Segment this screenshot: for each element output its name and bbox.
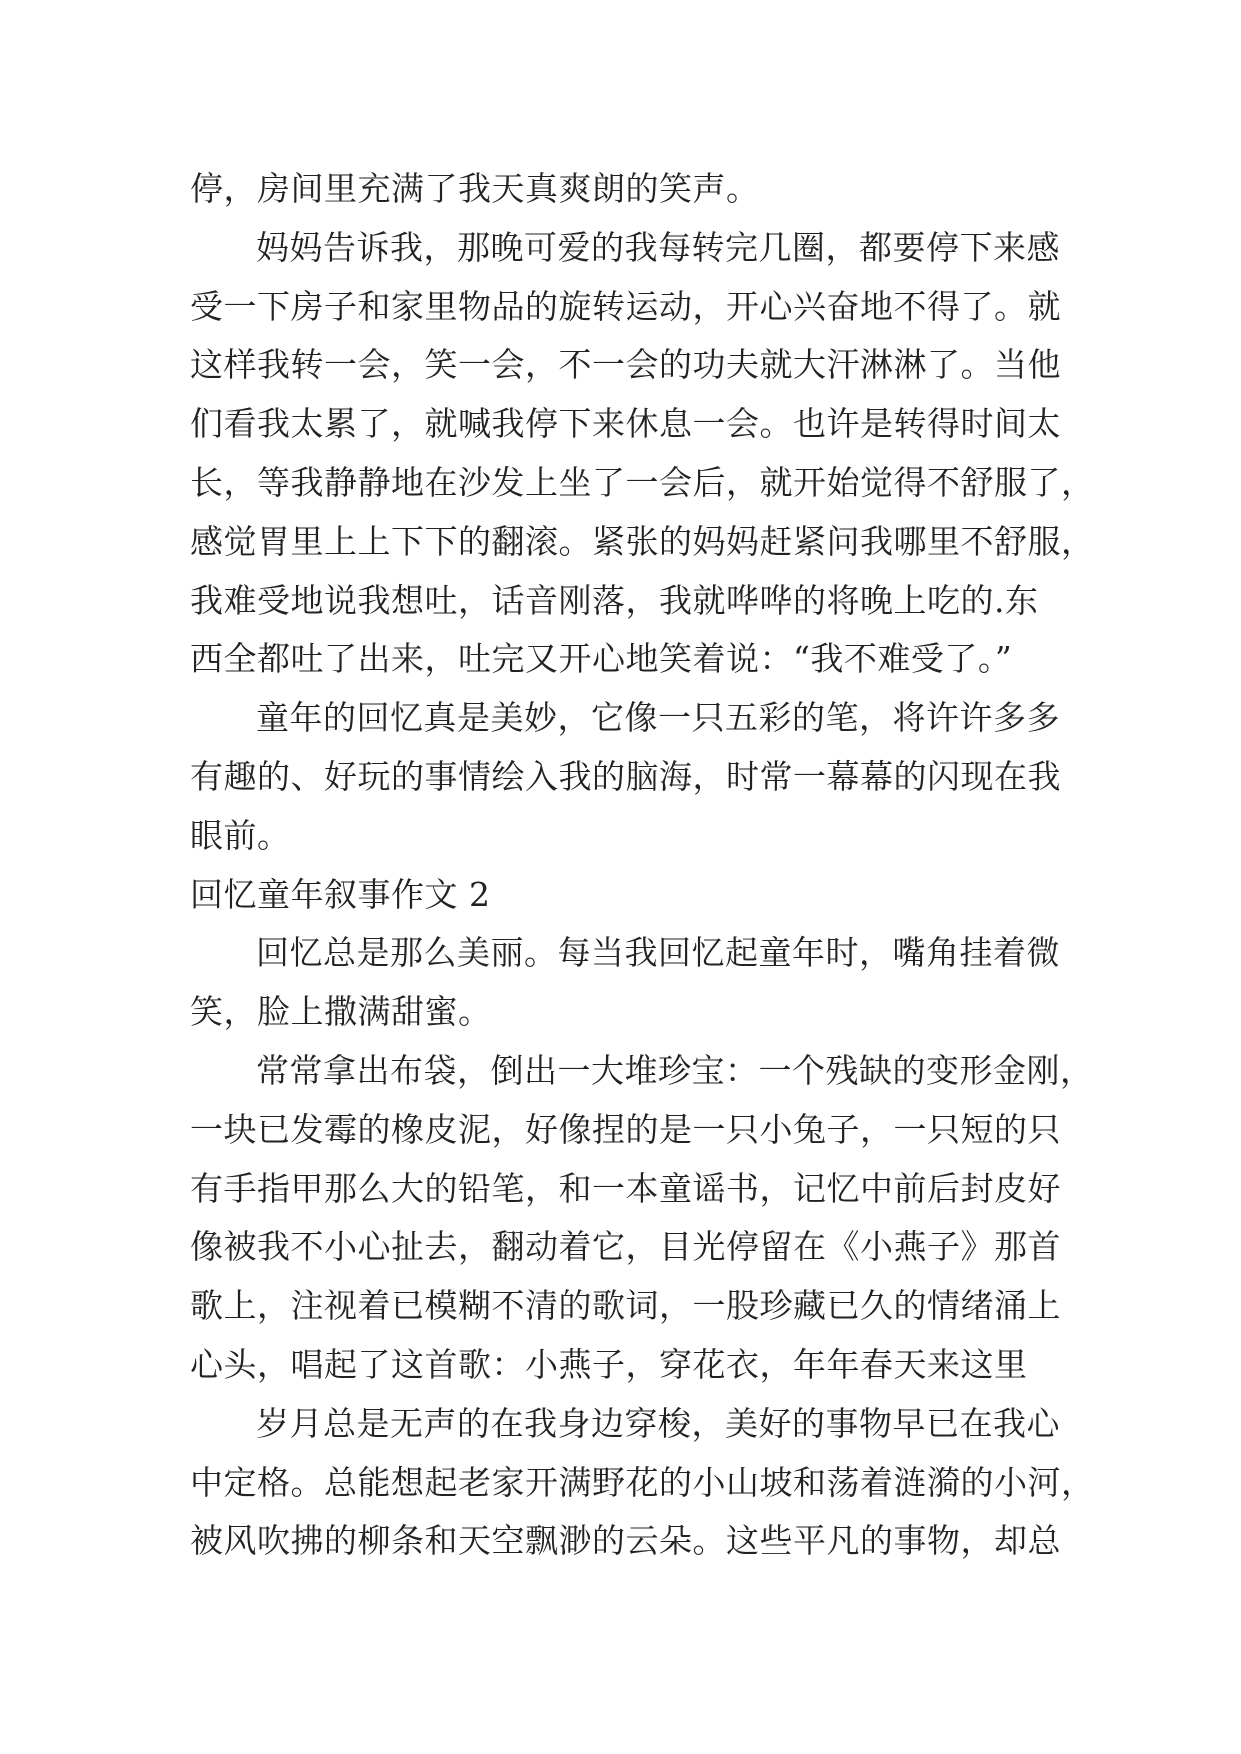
text-line-15: 笑，脸上撒满甜蜜。 (190, 992, 492, 1032)
text-line-8: 我难受地说我想吐，话音刚落，我就哗哗的将晚上吃的.东 (190, 580, 1039, 620)
text-line-16: 常常拿出布袋，倒出一大堆珍宝：一个残缺的变形金刚， (256, 1050, 1094, 1090)
text-line-20: 歌上，注视着已模糊不清的歌词，一股珍藏已久的情绪涌上 (190, 1286, 1061, 1326)
text-line-1: 停，房间里充满了我天真爽朗的笑声。 (190, 169, 760, 208)
text-line-6: 长，等我静静地在沙发上坐了一会后，就开始觉得不舒服了， (190, 462, 1095, 502)
text-line-11: 有趣的、好玩的事情绘入我的脑海，时常一幕幕的闪现在我 (190, 756, 1061, 796)
text-line-17: 一块已发霉的橡皮泥，好像捏的是一只小兔子，一只短的只 (190, 1109, 1061, 1149)
text-line-23: 中定格。总能想起老家开满野花的小山坡和荡着涟漪的小河， (190, 1462, 1095, 1502)
text-line-5: 们看我太累了，就喊我停下来休息一会。也许是转得时间太 (190, 404, 1061, 444)
text-line-22: 岁月总是无声的在我身边穿梭，美好的事物早已在我心 (256, 1403, 1060, 1443)
text-line-18: 有手指甲那么大的铅笔，和一本童谣书，记忆中前后封皮好 (190, 1168, 1061, 1208)
text-line-12: 眼前。 (190, 815, 291, 855)
text-line-9: 西全都吐了出来，吐完又开心地笑着说：“我不难受了。” (190, 639, 1013, 679)
text-line-7: 感觉胃里上上下下的翻滚。紧张的妈妈赶紧问我哪里不舒服， (190, 521, 1095, 561)
text-line-19: 像被我不小心扯去，翻动着它，目光停留在《小燕子》那首 (190, 1227, 1061, 1267)
text-line-3: 受一下房子和家里物品的旋转运动，开心兴奋地不得了。就 (190, 286, 1061, 326)
text-line-10: 童年的回忆真是美妙，它像一只五彩的笔，将许许多多 (256, 698, 1060, 738)
text-line-24: 被风吹拂的柳条和天空飘渺的云朵。这些平凡的事物，却总 (190, 1521, 1061, 1561)
text-line-21: 心头，唱起了这首歌：小燕子，穿花衣，年年春天来这里 (190, 1344, 1028, 1384)
document-body (190, 160, 1095, 1571)
text-line-4: 这样我转一会，笑一会，不一会的功夫就大汗淋淋了。当他 (190, 345, 1061, 385)
text-line-2: 妈妈告诉我，那晚可爱的我每转完几圈，都要停下来感 (256, 227, 1060, 267)
text-line-14: 回忆总是那么美丽。每当我回忆起童年时，嘴角挂着微 (256, 933, 1060, 973)
section-heading: 回忆童年叙事作文 2 (190, 874, 491, 914)
